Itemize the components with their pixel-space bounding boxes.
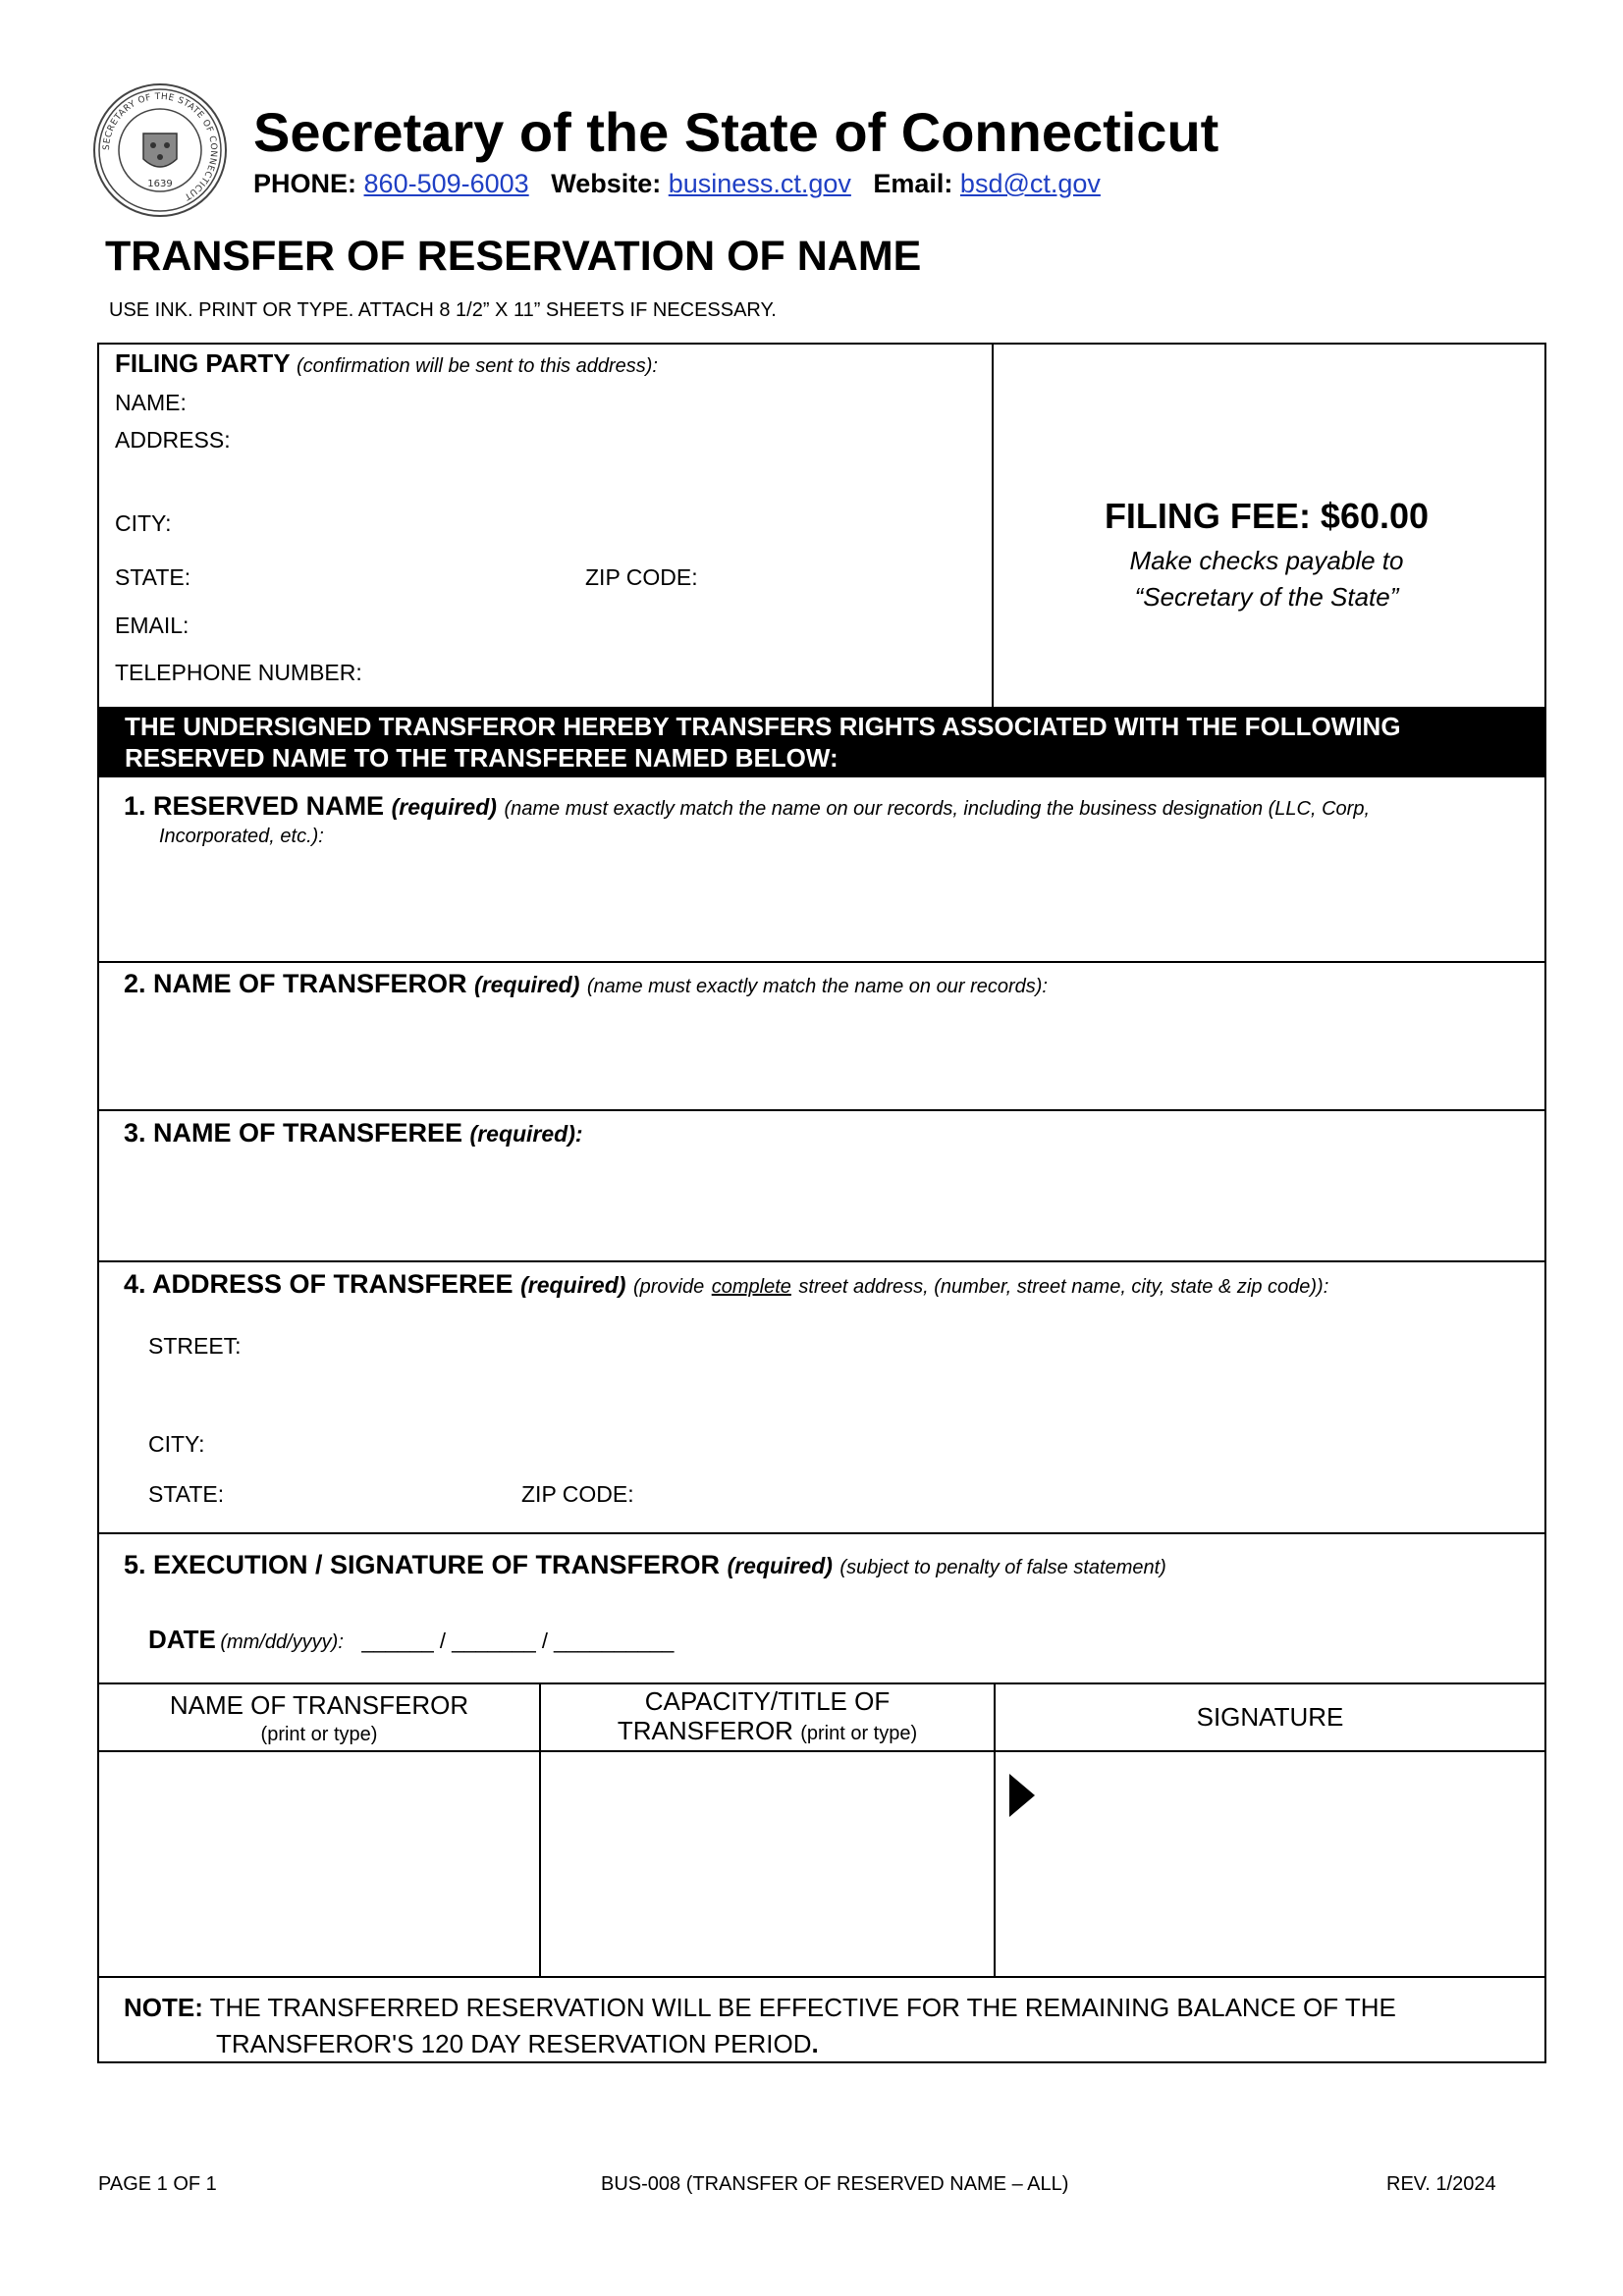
signature-cell[interactable] (996, 1752, 1544, 1976)
section4-note-b: complete (711, 1276, 791, 1298)
banner-line2: RESERVED NAME TO THE TRANSFEREE NAMED BELOW: (125, 743, 839, 773)
phone-link[interactable]: 860-509-6003 (363, 169, 529, 198)
transferor-name-field[interactable] (108, 1011, 1532, 1099)
footer-rev: REV. 1/2024 (1386, 2173, 1496, 2195)
filing-address-field[interactable]: ADDRESS: (115, 427, 231, 453)
date-input[interactable]: ______ / _______ / __________ (361, 1629, 675, 1653)
banner-line1: THE UNDERSIGNED TRANSFEROR HEREBY TRANSFERS RIGHTS ASSOCIATED WITH THE FOLLOWING (125, 712, 1401, 741)
section5-heading (124, 1550, 1166, 1580)
section1-title: 1. RESERVED NAME (124, 791, 385, 821)
email-link[interactable]: bsd@ct.gov (959, 169, 1101, 198)
filing-name-field[interactable]: NAME: (115, 390, 187, 415)
col2-line1: CAPACITY/TITLE OF (644, 1686, 891, 1716)
col-name-of-transferor (99, 1690, 539, 1749)
transferee-name-field[interactable] (108, 1158, 1532, 1252)
filing-party-note: (confirmation will be sent to this address): (297, 355, 658, 377)
seal-year: 1639 (147, 179, 173, 189)
section2-title: 2. NAME OF TRANSFEROR (124, 969, 467, 998)
form-title: TRANSFER OF RESERVATION OF NAME (105, 233, 922, 280)
col-signature: SIGNATURE (1196, 1702, 1344, 1732)
date-label: DATE (148, 1625, 216, 1654)
transferor-name-cell[interactable] (99, 1752, 539, 1976)
transfer-banner (99, 707, 1544, 777)
capacity-title-cell[interactable] (541, 1752, 994, 1976)
section1-required: (required) (391, 794, 497, 820)
note-text1: THE TRANSFERRED RESERVATION WILL BE EFFECTIVE FOR THE REMAINING BALANCE OF THE (209, 1993, 1396, 2022)
section3-required: (required): (469, 1121, 583, 1147)
fee-payable-line1: Make checks payable to (1129, 546, 1404, 575)
filing-email-field[interactable]: EMAIL: (115, 613, 189, 638)
footer-form-id: BUS-008 (TRANSFER OF RESERVED NAME – ALL) (601, 2173, 1069, 2195)
filing-party-title: FILING PARTY (115, 348, 291, 378)
reserved-name-field[interactable] (108, 854, 1532, 952)
contact-line (253, 169, 1101, 199)
section4-required: (required) (520, 1272, 626, 1298)
divider-1 (97, 961, 1546, 963)
col-capacity-title (541, 1686, 994, 1748)
section4-note-c: street address, (number, street name, city, state & zip code)): (798, 1276, 1329, 1298)
transferee-state-field[interactable]: STATE: (148, 1481, 225, 1507)
note-label: NOTE: (124, 1993, 203, 2022)
email-label: Email: (873, 169, 953, 198)
col2-small: (print or type) (800, 1723, 918, 1744)
note-period: . (811, 2029, 819, 2058)
note-line1 (124, 1993, 1396, 2023)
date-row (148, 1625, 674, 1655)
phone-label: PHONE: (253, 169, 357, 198)
section2-note: (name must exactly match the name on our records): (586, 976, 1048, 997)
section2-heading (124, 969, 1048, 999)
note-text2: TRANSFEROR'S 120 DAY RESERVATION PERIOD (216, 2029, 812, 2058)
section1-note2: Incorporated, etc.): (159, 826, 324, 847)
filing-party-heading (115, 348, 658, 379)
filing-fee-title: FILING FEE: $60.00 (1104, 496, 1430, 536)
col2-line2: TRANSFEROR (617, 1716, 793, 1745)
date-format: (mm/dd/yyyy): (220, 1631, 344, 1653)
filing-state-field[interactable]: STATE: (115, 564, 191, 590)
section4-heading (124, 1269, 1328, 1300)
divider-5 (97, 1682, 1546, 1684)
footer-page: PAGE 1 OF 1 (98, 2173, 217, 2195)
section3-heading (124, 1118, 583, 1148)
seal-text: SECRETARY OF THE STATE OF CONNECTICUT (101, 91, 219, 202)
section1-note1: (name must exactly match the name on our records, including the business designation (LLC, Corp, (504, 798, 1371, 820)
website-label: Website: (551, 169, 662, 198)
section5-required: (required) (727, 1553, 833, 1578)
divider-3 (97, 1260, 1546, 1262)
filing-city-field[interactable]: CITY: (115, 510, 172, 536)
transferee-zip-field[interactable]: ZIP CODE: (521, 1481, 634, 1507)
sign-here-arrow-icon (1009, 1774, 1035, 1817)
fee-payable-line2: “Secretary of the State” (1134, 582, 1399, 612)
section5-title: 5. EXECUTION / SIGNATURE OF TRANSFEROR (124, 1550, 721, 1579)
transferee-street-field[interactable]: STREET: (148, 1333, 242, 1359)
org-title: Secretary of the State of Connecticut (253, 101, 1219, 163)
section2-required: (required) (474, 972, 580, 997)
col1-line1: NAME OF TRANSFEROR (169, 1690, 469, 1720)
filing-telephone-field[interactable]: TELEPHONE NUMBER: (115, 660, 362, 685)
instructions: USE INK. PRINT OR TYPE. ATTACH 8 1/2” X 11” SHEETS IF NECESSARY. (109, 299, 777, 321)
divider-note (97, 1976, 1546, 1978)
divider-4 (97, 1532, 1546, 1534)
section1-heading (124, 791, 1370, 822)
section3-title: 3. NAME OF TRANSFEREE (124, 1118, 463, 1148)
note-line2 (216, 2029, 819, 2059)
col1-line2: (print or type) (260, 1724, 378, 1745)
section4-title: 4. ADDRESS OF TRANSFEREE (124, 1269, 514, 1299)
section4-note-a: (provide (632, 1276, 705, 1298)
website-link[interactable]: business.ct.gov (668, 169, 851, 198)
section5-note: (subject to penalty of false statement) (839, 1557, 1166, 1578)
state-seal-logo (92, 82, 228, 218)
divider-2 (97, 1109, 1546, 1111)
filing-zip-field[interactable]: ZIP CODE: (585, 564, 698, 590)
transferee-city-field[interactable]: CITY: (148, 1431, 205, 1457)
